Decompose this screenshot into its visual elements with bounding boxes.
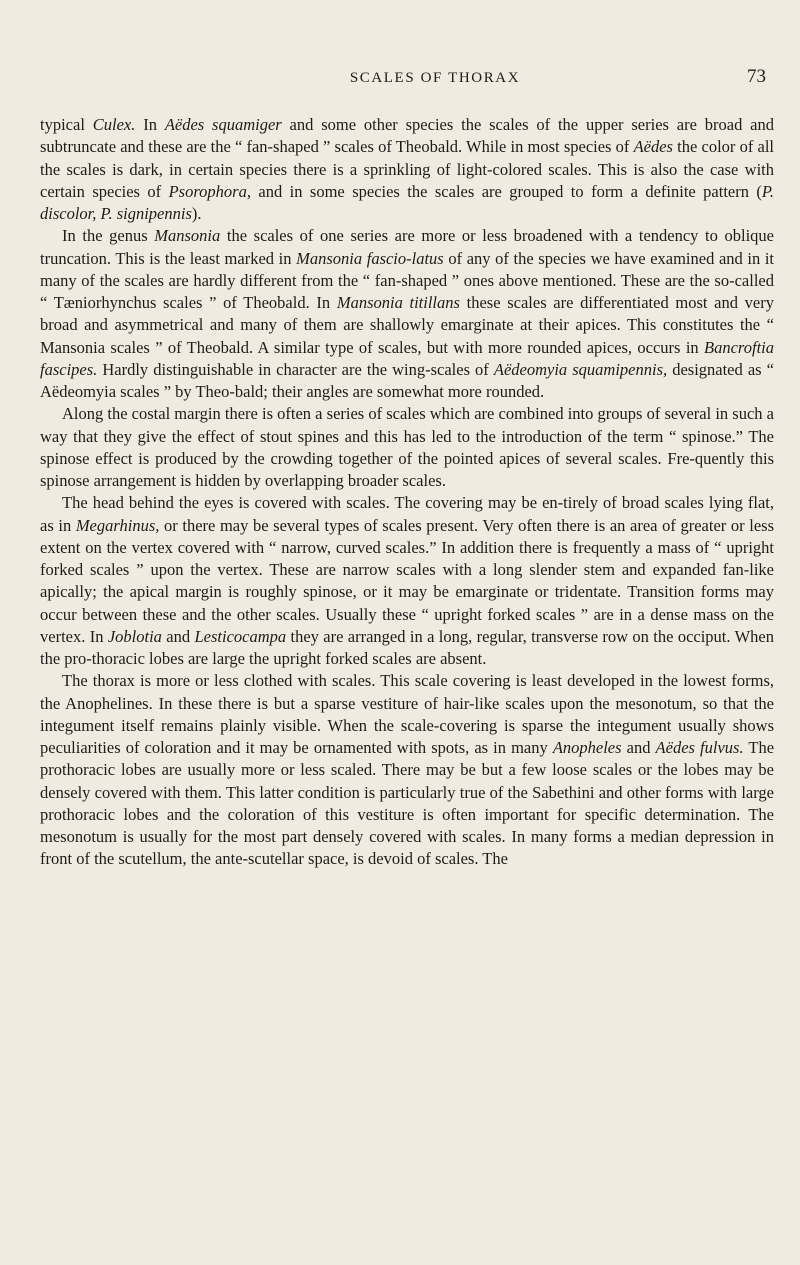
text-run: these scales are differentiated most and very broad and asymmetrical and many of them are shallowly emarginate at their apices. This constitutes the “ Mansonia scales ” of Theobald. A similar type of scales, but with more rounded apices, occurs in (40, 293, 774, 357)
paragraph (40, 225, 774, 403)
italic-term: Lesticocampa (194, 626, 287, 646)
text-run: In (135, 115, 165, 134)
body-text (40, 114, 774, 871)
text-run: and (161, 626, 195, 646)
italic-term: Culex. (92, 115, 136, 134)
italic-term: Aëdes fulvus. (655, 738, 744, 757)
text-run: Along the costal margin there is often a series of scales which are combined into groups of several in such a way that they give the effect of stout spines and this has led to the introduction of the term “ spinose.” The spinose effect is produced by the crowding together of the pointed apices of several scales. Fre-quently this spinose arrangement is hidden by overlapping broader scales. (40, 404, 774, 490)
text-run: they are arranged in a long, regular, transverse row on the occiput. When the pro-thoracic lobes are large the upright forked scales are absent. (40, 626, 774, 668)
italic-term: Psorophora, (168, 181, 251, 201)
text-run: The prothoracic lobes are usually more or less scaled. There may be but a few loose scales or the lobes may be densely covered with them. This latter condition is particularly true of the Sabethini and other forms with large prothoracic lobes and the coloration of this vestiture is often important for specific determination. The mesonotum is usually for the most part densely covered with scales. In many forms a median depression in front of the scutellum, the ante-scutellar space, is devoid of scales. The (40, 738, 775, 869)
text-run: and in some species the scales are grouped to form a definite pattern ( (250, 181, 762, 201)
paragraph (40, 114, 774, 225)
paragraph (40, 403, 774, 492)
text-run: the color of all the scales is dark, in certain species there is a sprinkling of light-colored scales. This is also the case with certain species of (40, 137, 774, 201)
italic-term: Megarhinus, (75, 515, 160, 535)
italic-term: Aëdeomyia squamipennis, (493, 359, 668, 379)
text-run: typical (40, 115, 93, 134)
paragraph (40, 492, 774, 670)
italic-term: Mansonia (154, 226, 221, 246)
italic-term: Mansonia fascio-latus (296, 248, 444, 268)
text-run: The head behind the eyes is covered with scales. The covering may be en-tirely of broad scales lying flat, as in (40, 493, 774, 535)
italic-term: P. discolor, P. signipennis (40, 181, 774, 223)
running-head: SCALES OF THORAX (349, 70, 521, 86)
italic-term: Bancroftia fascipes. (40, 337, 774, 379)
text-run: designated as “ Aëdeomyia scales ” by Theo-bald; their angles are somewhat more rounded. (40, 359, 774, 401)
page-header (0, 66, 800, 94)
italic-term: Mansonia titillans (336, 293, 460, 312)
text-run: ). (191, 204, 202, 223)
paragraph (40, 670, 774, 870)
italic-term: Aëdes (633, 137, 673, 157)
page-number: 73 (747, 66, 766, 87)
text-run: of any of the species we have examined and in it many of the scales are hardly different from the “ fan-shaped ” ones above mentioned. These are the so-called “ Tæniorhynchus scales ” of Theobald. In (40, 248, 775, 312)
text-run: or there may be several types of scales present. Very often there is an area of greater or less extent on the vertex covered with “ narrow, curved scales.” In addition there is frequently a mass of “ upright forked scales ” upon the vertex. These are narrow scales with a long slender stem and expanded fan-like apically; the apical margin is roughly spinose, or it may be emarginate or tridentate. Transition forms may occur between these and the other scales. Usually these “ upright forked scales ” are in a dense mass on the vertex. In (40, 515, 774, 646)
text-run: and (621, 738, 656, 757)
italic-term: Aëdes squamiger (164, 115, 282, 134)
text-run: In the genus (62, 226, 155, 246)
text-run: the scales of one series are more or less broadened with a tendency to oblique truncation. This is the least marked in (40, 226, 774, 268)
italic-term: Anopheles (552, 738, 622, 757)
text-run: Hardly distinguishable in character are the wing-scales of (97, 359, 494, 379)
text-run: The thorax is more or less clothed with scales. This scale covering is least developed in the lowest forms, the Anophelines. In these there is but a sparse vestiture of hair-like scales upon the mesonotum, so that the integument itself remains plainly visible. When the scale-covering is sparse the integument usually shows peculiarities of coloration and it may be ornamented with spots, as in many (40, 671, 774, 757)
italic-term: Joblotia (107, 626, 162, 646)
text-run: and some other species the scales of the upper series are broad and subtruncate and these are the “ fan-shaped ” scales of Theobald. While in most species of (40, 115, 774, 157)
